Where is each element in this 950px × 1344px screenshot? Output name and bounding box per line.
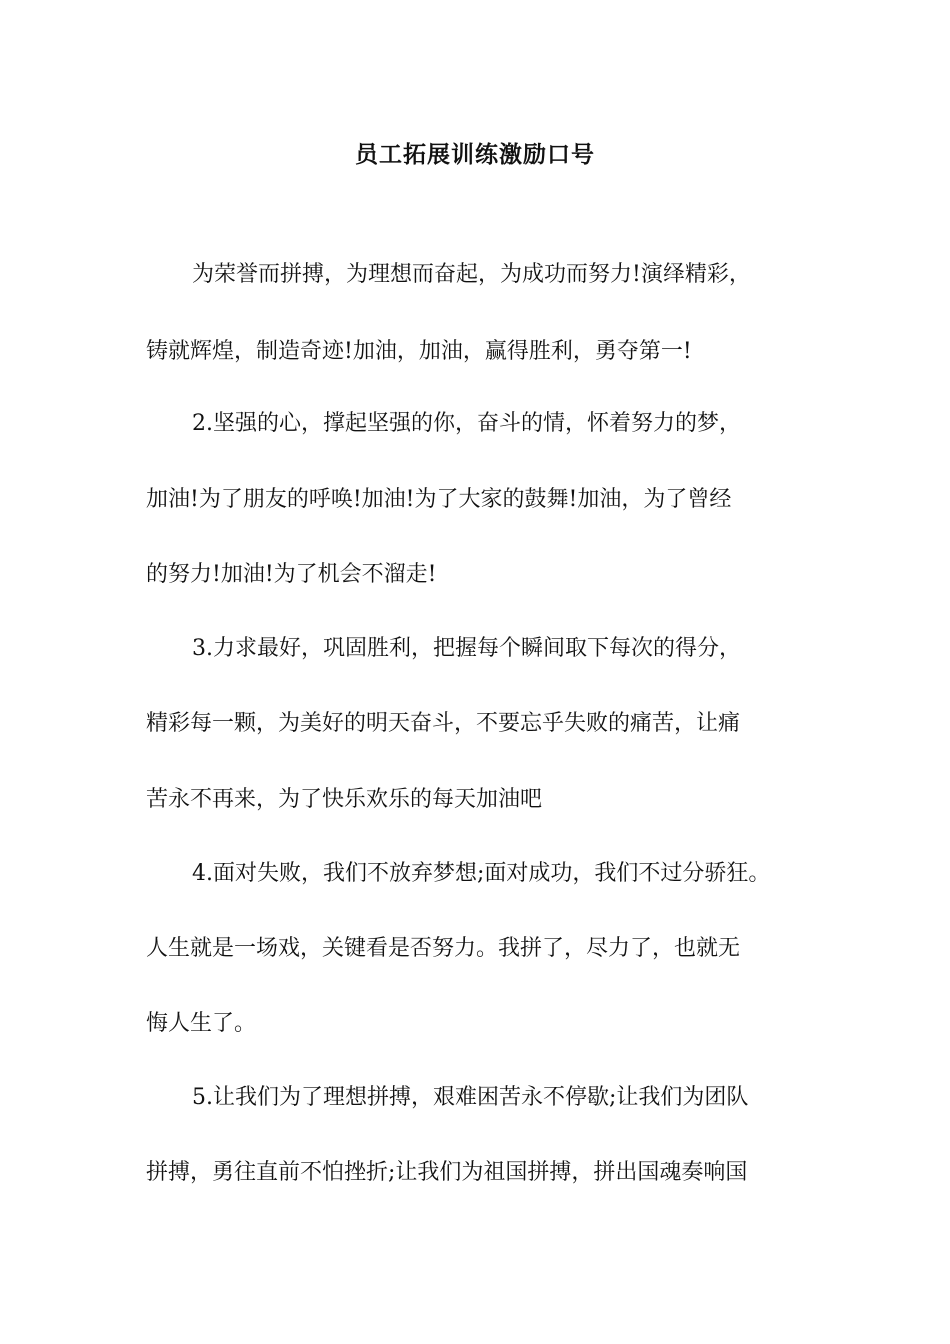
paragraph-line: 为荣誉而拼搏，为理想而奋起，为成功而努力!演绎精彩， bbox=[192, 262, 751, 287]
paragraph-line: 3.力求最好，巩固胜利，把握每个瞬间取下每次的得分， bbox=[192, 636, 741, 661]
paragraph-line: 加油!为了朋友的呼唤!加油!为了大家的鼓舞!加油，为了曾经 bbox=[146, 487, 732, 512]
paragraph-line: 精彩每一颗，为美好的明天奋斗，不要忘乎失败的痛苦，让痛 bbox=[146, 711, 741, 736]
paragraph-line: 2.坚强的心，撑起坚强的你，奋斗的情，怀着努力的梦， bbox=[192, 411, 741, 436]
paragraph-line: 4.面对失败，我们不放弃梦想;面对成功，我们不过分骄狂。 bbox=[192, 861, 771, 886]
document-title: 员工拓展训练激励口号 bbox=[355, 141, 595, 168]
paragraph-line: 5.让我们为了理想拼搏，艰难困苦永不停歇;让我们为团队 bbox=[192, 1085, 749, 1110]
paragraph-line: 铸就辉煌，制造奇迹!加油，加油，赢得胜利，勇夺第一! bbox=[146, 339, 692, 364]
paragraph-line: 人生就是一场戏，关键看是否努力。我拼了，尽力了，也就无 bbox=[146, 936, 741, 961]
paragraph-line: 苦永不再来，为了快乐欢乐的每天加油吧 bbox=[146, 787, 543, 812]
paragraph-line: 拼搏，勇往直前不怕挫折;让我们为祖国拼搏，拼出国魂奏响国 bbox=[146, 1160, 748, 1185]
paragraph-line: 的努力!加油!为了机会不溜走! bbox=[146, 562, 437, 587]
paragraph-line: 悔人生了。 bbox=[146, 1011, 257, 1036]
